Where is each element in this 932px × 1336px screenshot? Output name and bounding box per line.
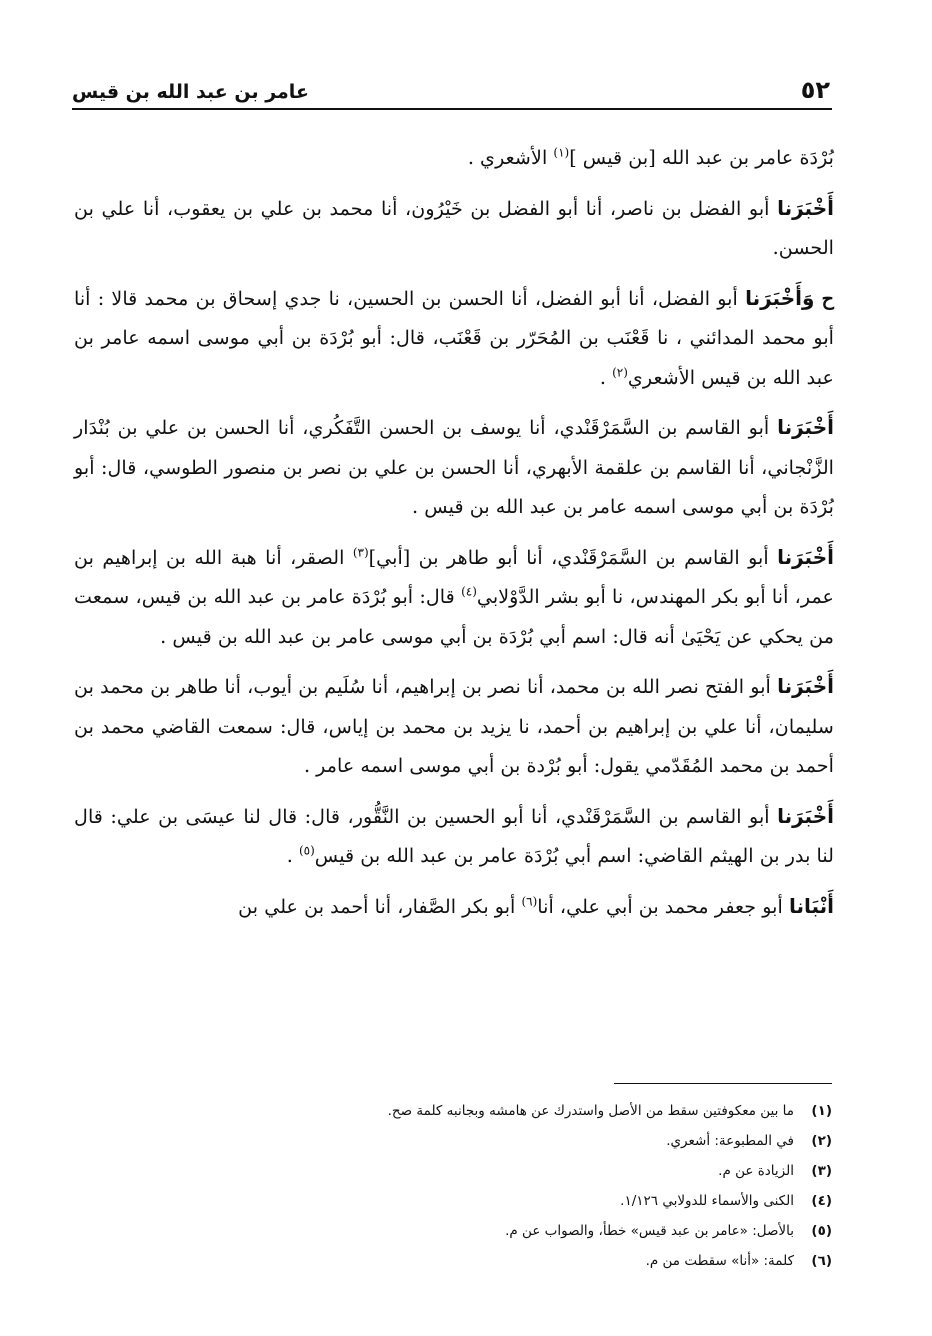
paragraph-text: أبو جعفر محمد بن أبي علي، أنا [537,894,789,918]
tahwil-mark: ح [821,286,835,310]
footnote-number: (٦) [811,1253,832,1269]
footnote-separator [614,1083,832,1084]
footnote-item [80,1216,832,1246]
paragraph-text: . [599,365,613,389]
footnote-item [80,1186,832,1216]
paragraph-text [814,287,821,310]
isnad-lead-word: أَخْبَرَنا [777,803,834,828]
paragraph-text: الصقر، أنا هبة الله بن إبراهيم بن عمر، أنا أبو بكر المهندس، نا أبو بشر الدَّوْلابي [74,545,834,608]
text-paragraph [74,667,834,786]
footnote-marker: (٥) [298,843,315,858]
footnote-text: كلمة: «أنا» سقطت من م. [645,1253,794,1269]
footnote-marker: (٦) [521,894,538,909]
isnad-lead-word: أَخْبَرَنا [777,544,834,569]
running-header [72,66,832,110]
footnote-marker: (١) [553,145,570,160]
footnote-number: (١) [811,1103,832,1119]
paragraph-text: أبو القاسم بن السَّمَرْقَنْدي، أنا أبو الحسين بن النَّقُّور، قال: قال لنا عيسَى بن علي: قال لنا بدر بن الهيثم القاضي: اسم أبي بُرْدَة عامر بن عبد الله بن قيس [74,804,834,867]
paragraph-text: أبو الفتح نصر الله بن محمد، أنا نصر بن إبراهيم، أنا سُلَيم بن أيوب، أنا طاهر بن محمد بن سليمان، أنا علي بن إبراهيم بن أحمد، نا يزيد بن محمد بن إياس، قال: سمعت القاضي محمد بن أحمد بن محمد المُقَدّمي يقول: أبو بُرْدة بن أبي موسى اسمه عامر . [74,675,834,777]
footnote-item [80,1126,832,1156]
footnote-number: (٣) [811,1163,832,1179]
paragraph-text: الأشعري . [467,146,554,169]
footnote-number: (٥) [811,1223,832,1239]
footnote-text: ما بين معكوفتين سقط من الأصل واستدرك عن هامشه وبجانبه كلمة صح. [387,1103,794,1119]
footnote-item [80,1246,832,1276]
isnad-lead-word: أَنْبَانا [788,893,834,918]
footnote-text: الكنى والأسماء للدولابي ١/١٢٦. [620,1193,794,1209]
text-paragraph [74,408,834,527]
footnote-text: بالأصل: «عامر بن عبد قيس» خطأ، والصواب عن م. [505,1223,794,1239]
paragraph-text: أبو الفضل بن ناصر، أنا أبو الفضل بن خَيْرُون، أنا محمد بن علي بن يعقوب، أنا علي بن الحسن. [74,196,834,259]
footnote-number: (٢) [811,1133,832,1149]
isnad-lead-word: وَأَخْبَرَنا [745,285,815,310]
paragraph-text: أبو الفضل، أنا أبو الفضل، أنا الحسن بن الحسين، نا جدي إسحاق بن محمد قالا : أنا أبو محمد المدائني ، نا قَعْنَب بن المُحَرّر بن قَعْنَب، قال: أبو بُرْدَة بن أبي موسى اسمه عامر بن عبد الله بن قيس الأشعري [74,286,834,389]
text-paragraph [74,797,834,876]
footnote-item [80,1096,832,1126]
text-paragraph [74,887,834,927]
footnotes [80,1096,832,1276]
footnote-text: في المطبوعة: أشعري. [666,1133,794,1149]
paragraph-text: أبو بكر الصَّفار، أنا أحمد بن علي بن [238,894,522,918]
text-paragraph [74,279,834,398]
paragraph-text: أبو القاسم بن السَّمَرْقَنْدي، أنا يوسف بن الحسن التَّفَكُري، أنا الحسن بن علي بن بُنْدَار الزَّنْجاني، أنا القاسم بن علقمة الأبهري، أنا الحسن بن علي بن نصر بن منصور الطوسي، قال: أبو بُرْدَة بن أبي موسى اسمه عامر بن عبد الله بن قيس . [74,416,834,518]
main-text [74,138,834,937]
footnote-marker: (٤) [461,584,477,599]
isnad-lead-word: أَخْبَرَنا [777,415,834,439]
page-number: ٥٢ [800,76,830,104]
paragraph-text: أبو القاسم بن السَّمَرْقَنْدي، أنا أبو طاهر بن [أبي] [368,545,778,569]
footnote-item [80,1156,832,1186]
text-paragraph [74,189,834,268]
paragraph-text: قال: أبو بُرْدَة عامر بن عبد الله بن قيس، سمعت من يحكي عن يَحْيَىٰ أنه قال: اسم أبي بُرْدَة بن أبي موسى عامر بن عبد الله بن قيس . [74,585,834,648]
footnote-marker: (٣) [352,545,369,560]
running-title: عامر بن عبد الله بن قيس [72,81,309,103]
footnote-marker: (٢) [612,365,628,380]
isnad-lead-word: أَخْبَرَنا [777,674,834,698]
text-paragraph [74,138,834,178]
footnote-number: (٤) [811,1193,832,1209]
footnote-text: الزيادة عن م. [718,1163,794,1179]
text-paragraph [74,538,834,657]
paragraph-text: . [286,844,299,867]
paragraph-text: بُرْدَة عامر بن عبد الله [بن قيس ] [569,146,834,169]
isnad-lead-word: أَخْبَرَنا [777,195,834,220]
